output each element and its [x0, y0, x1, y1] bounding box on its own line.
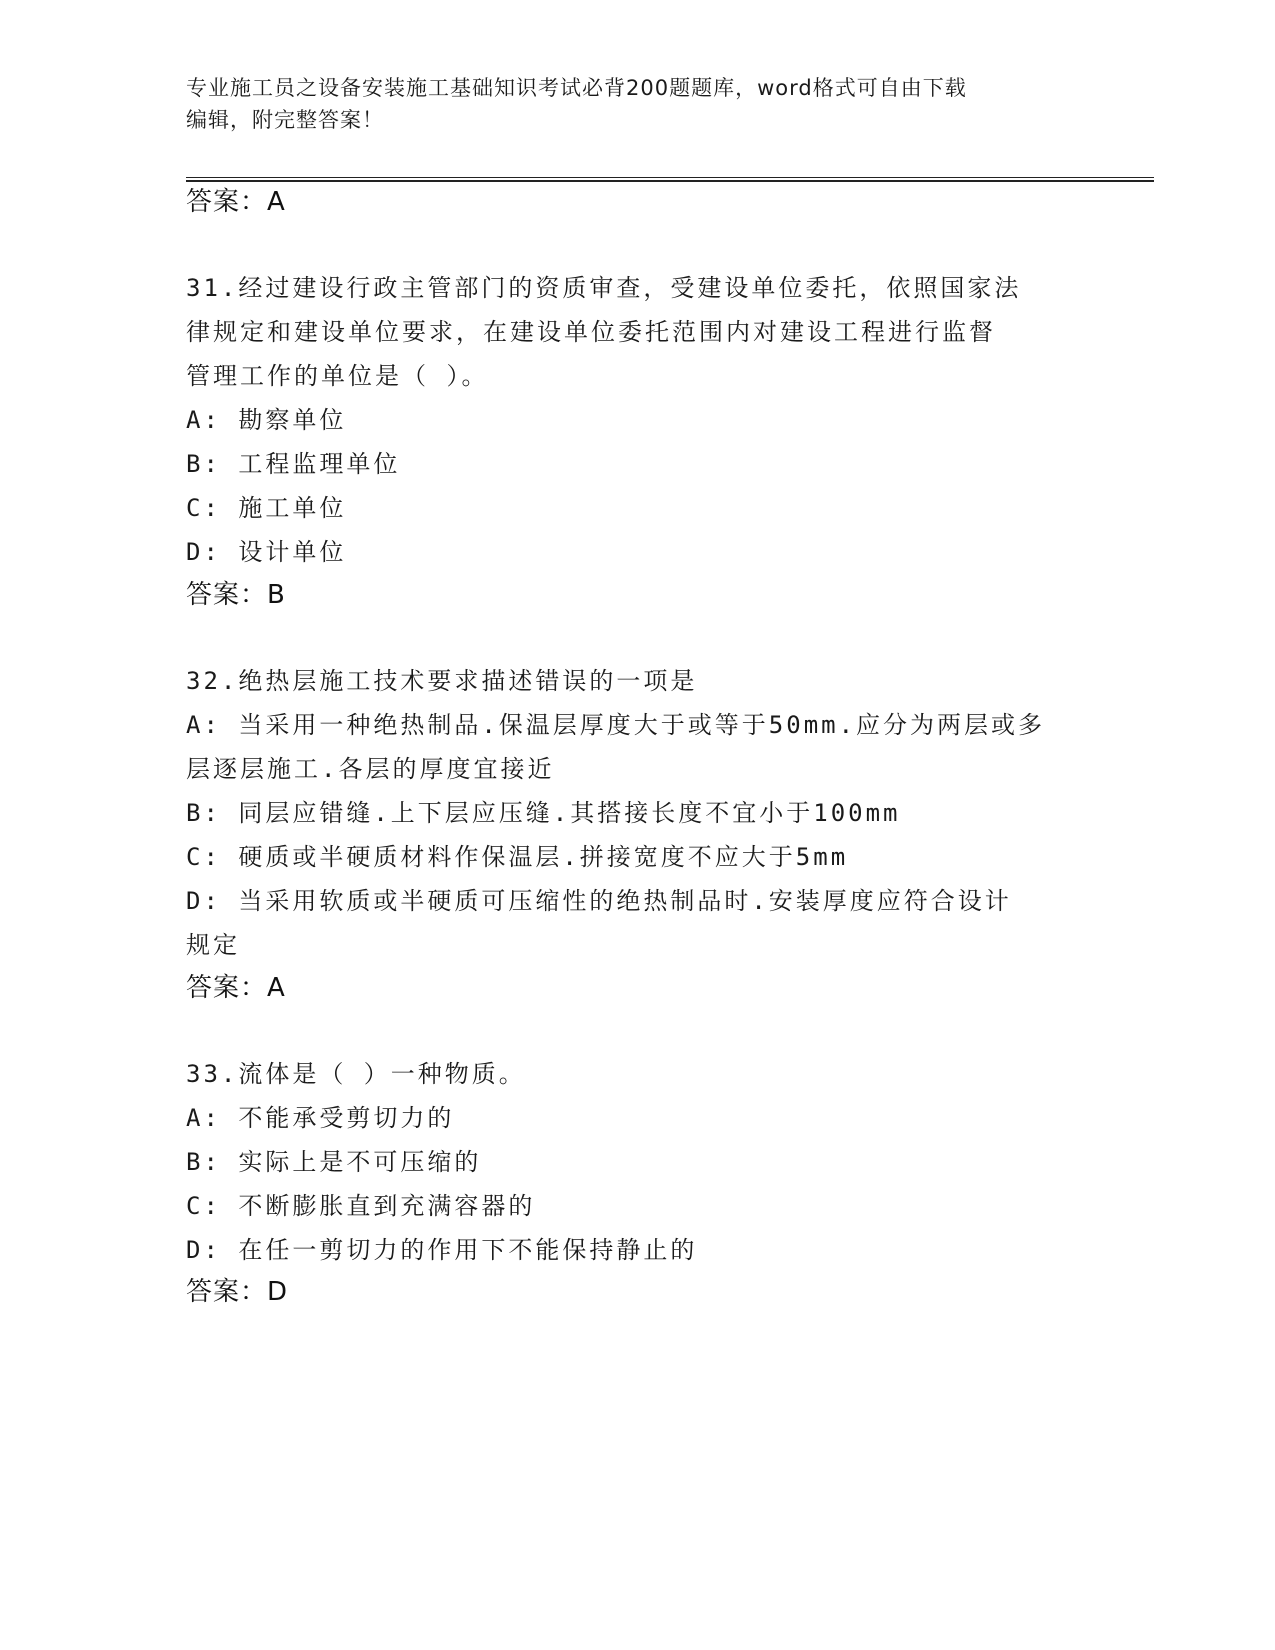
question-text-line: 31.经过建设行政主管部门的资质审查，受建设单位委托，依照国家法 — [186, 274, 1022, 302]
option-d: D: 设计单位 — [186, 538, 347, 566]
header-divider — [186, 177, 1154, 182]
option-d: D: 在任一剪切力的作用下不能保持静止的 — [186, 1236, 698, 1264]
option-a-continued: 层逐层施工.各层的厚度宜接近 — [186, 755, 555, 783]
question-text-line: 管理工作的单位是（ ）。 — [186, 362, 489, 390]
answer: 答案：A — [186, 973, 286, 1003]
option-a: A: 不能承受剪切力的 — [186, 1104, 455, 1132]
previous-answer: 答案：A — [186, 187, 286, 217]
question-text-line: 32.绝热层施工技术要求描述错误的一项是 — [186, 667, 698, 695]
answer: 答案：D — [186, 1277, 289, 1307]
option-c: C: 硬质或半硬质材料作保温层.拼接宽度不应大于5mm — [186, 843, 849, 871]
option-c: C: 不断膨胀直到充满容器的 — [186, 1192, 536, 1220]
option-b: B: 工程监理单位 — [186, 450, 401, 478]
answer: 答案：B — [186, 580, 286, 610]
header-line-2: 编辑，附完整答案！ — [186, 108, 384, 132]
option-c: C: 施工单位 — [186, 494, 347, 522]
question-text-line: 33.流体是（ ）一种物质。 — [186, 1060, 526, 1088]
option-d: D: 当采用软质或半硬质可压缩性的绝热制品时.安装厚度应符合设计 — [186, 887, 1012, 915]
option-b: B: 实际上是不可压缩的 — [186, 1148, 482, 1176]
question-text-line: 律规定和建设单位要求，在建设单位委托范围内对建设工程进行监督 — [186, 318, 996, 346]
option-d-continued: 规定 — [186, 931, 240, 959]
option-a: A: 勘察单位 — [186, 406, 347, 434]
document-header — [186, 72, 1086, 136]
option-b: B: 同层应错缝.上下层应压缝.其搭接长度不宜小于100mm — [186, 799, 901, 827]
header-line-1: 专业施工员之设备安装施工基础知识考试必背200题题库，word格式可自由下载 — [186, 76, 967, 100]
option-a: A: 当采用一种绝热制品.保温层厚度大于或等于50mm.应分为两层或多 — [186, 711, 1046, 739]
